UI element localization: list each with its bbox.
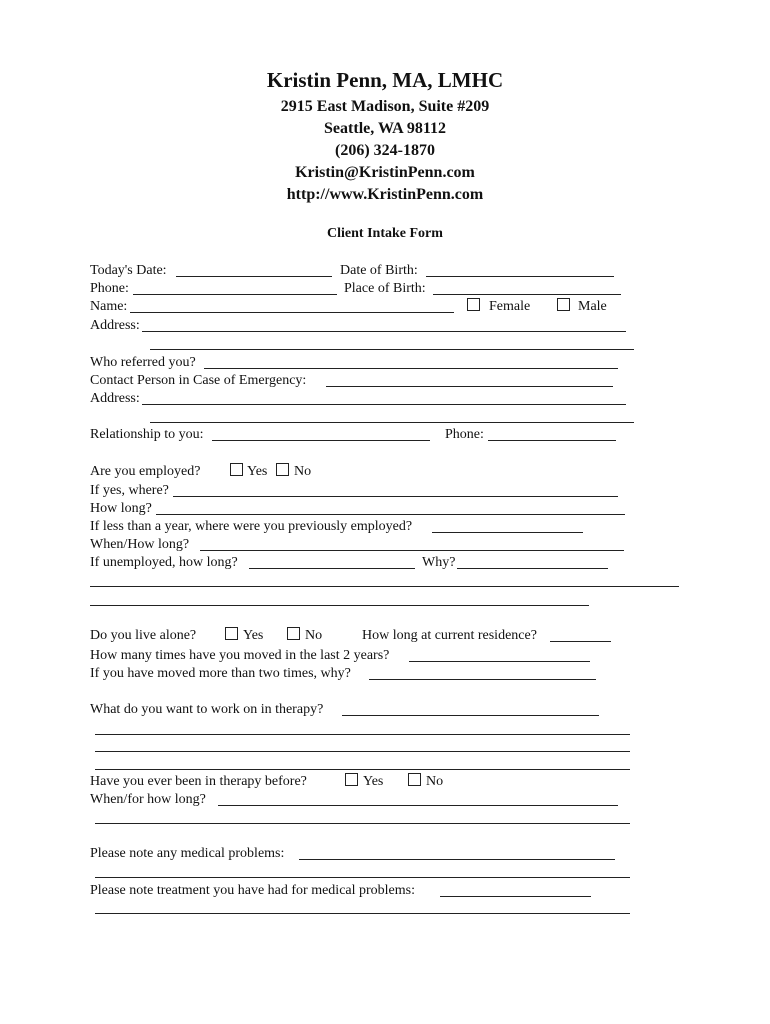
- live-alone-no-checkbox[interactable]: [287, 627, 300, 640]
- medical-problems-label: Please note any medical problems:: [90, 846, 285, 861]
- form-title: Client Intake Form: [327, 226, 443, 241]
- medical-problems-field-line-2[interactable]: [95, 877, 630, 878]
- live-alone-label: Do you live alone?: [90, 628, 197, 643]
- who-referred-label: Who referred you?: [90, 355, 196, 370]
- male-label: Male: [578, 299, 607, 314]
- if-yes-where-label: If yes, where?: [90, 483, 169, 498]
- employed-yes-checkbox[interactable]: [230, 463, 243, 476]
- therapy-before-no-label: No: [426, 774, 444, 789]
- how-long-field[interactable]: [156, 514, 625, 515]
- live-alone-no-label: No: [305, 628, 323, 643]
- therapy-before-yes-checkbox[interactable]: [345, 773, 358, 786]
- employed-yes-label: Yes: [247, 464, 268, 479]
- todays-date-label: Today's Date:: [90, 263, 167, 278]
- previous-employment-label: If less than a year, where were you previously employed?: [90, 519, 413, 534]
- emergency-address-label: Address:: [90, 391, 140, 406]
- emergency-phone-label: Phone:: [445, 427, 484, 442]
- why-label: Why?: [422, 555, 456, 570]
- address-field-line-2[interactable]: [150, 349, 634, 350]
- emergency-contact-field[interactable]: [326, 386, 613, 387]
- if-yes-where-field[interactable]: [173, 496, 618, 497]
- times-moved-label: How many times have you moved in the last 2 years?: [90, 648, 390, 663]
- phone-label: Phone:: [90, 281, 129, 296]
- medical-treatment-field[interactable]: [440, 896, 591, 897]
- why-field-line-3[interactable]: [90, 605, 589, 606]
- moved-why-label: If you have moved more than two times, why?: [90, 666, 351, 681]
- current-residence-label: How long at current residence?: [362, 628, 537, 643]
- female-label: Female: [489, 299, 531, 314]
- place-of-birth-field[interactable]: [433, 294, 621, 295]
- medical-treatment-label: Please note treatment you have had for medical problems:: [90, 883, 416, 898]
- address-field[interactable]: [142, 331, 626, 332]
- name-label: Name:: [90, 299, 128, 314]
- female-checkbox[interactable]: [467, 298, 480, 311]
- place-of-birth-label: Place of Birth:: [344, 281, 426, 296]
- relationship-label: Relationship to you:: [90, 427, 204, 442]
- employed-no-label: No: [294, 464, 312, 479]
- medical-problems-field[interactable]: [299, 859, 615, 860]
- why-field[interactable]: [457, 568, 608, 569]
- emergency-phone-field[interactable]: [488, 440, 616, 441]
- how-long-label: How long?: [90, 501, 152, 516]
- times-moved-field[interactable]: [409, 661, 590, 662]
- unemployed-how-long-field[interactable]: [249, 568, 415, 569]
- relationship-field[interactable]: [212, 440, 430, 441]
- when-how-long-label: When/How long?: [90, 537, 190, 552]
- therapy-before-no-checkbox[interactable]: [408, 773, 421, 786]
- therapy-before-label: Have you ever been in therapy before?: [90, 774, 307, 789]
- live-alone-yes-checkbox[interactable]: [225, 627, 238, 640]
- work-on-therapy-label: What do you want to work on in therapy?: [90, 702, 324, 717]
- moved-why-field[interactable]: [369, 679, 596, 680]
- unemployed-how-long-label: If unemployed, how long?: [90, 555, 238, 570]
- why-field-line-2[interactable]: [90, 586, 679, 587]
- therapy-before-yes-label: Yes: [363, 774, 384, 789]
- address-label: Address:: [90, 318, 140, 333]
- office-phone: (206) 324-1870: [335, 142, 435, 159]
- when-how-long-field[interactable]: [200, 550, 624, 551]
- when-for-how-long-field[interactable]: [218, 805, 618, 806]
- current-residence-field[interactable]: [550, 641, 611, 642]
- phone-field[interactable]: [133, 294, 337, 295]
- work-on-therapy-field-line-3[interactable]: [95, 751, 630, 752]
- date-of-birth-label: Date of Birth:: [340, 263, 418, 278]
- emergency-address-field-line-2[interactable]: [150, 422, 634, 423]
- work-on-therapy-field-line-2[interactable]: [95, 734, 630, 735]
- date-of-birth-field[interactable]: [426, 276, 614, 277]
- office-address: 2915 East Madison, Suite #209: [280, 98, 490, 115]
- employed-no-checkbox[interactable]: [276, 463, 289, 476]
- name-field[interactable]: [130, 312, 454, 313]
- practitioner-name: Kristin Penn, MA, LMHC: [266, 68, 504, 92]
- work-on-therapy-field-line-4[interactable]: [95, 769, 630, 770]
- todays-date-field[interactable]: [176, 276, 332, 277]
- office-email: Kristin@KristinPenn.com: [295, 164, 475, 181]
- employed-label: Are you employed?: [90, 464, 201, 479]
- emergency-address-field[interactable]: [142, 404, 626, 405]
- medical-treatment-field-line-2[interactable]: [95, 913, 630, 914]
- who-referred-field[interactable]: [204, 368, 618, 369]
- live-alone-yes-label: Yes: [243, 628, 264, 643]
- work-on-therapy-field[interactable]: [342, 715, 599, 716]
- emergency-contact-label: Contact Person in Case of Emergency:: [90, 373, 307, 388]
- office-website: http://www.KristinPenn.com: [286, 186, 484, 203]
- office-city: Seattle, WA 98112: [324, 120, 446, 137]
- when-for-how-long-label: When/for how long?: [90, 792, 206, 807]
- male-checkbox[interactable]: [557, 298, 570, 311]
- previous-employment-field[interactable]: [432, 532, 583, 533]
- when-for-how-long-field-line-2[interactable]: [95, 823, 630, 824]
